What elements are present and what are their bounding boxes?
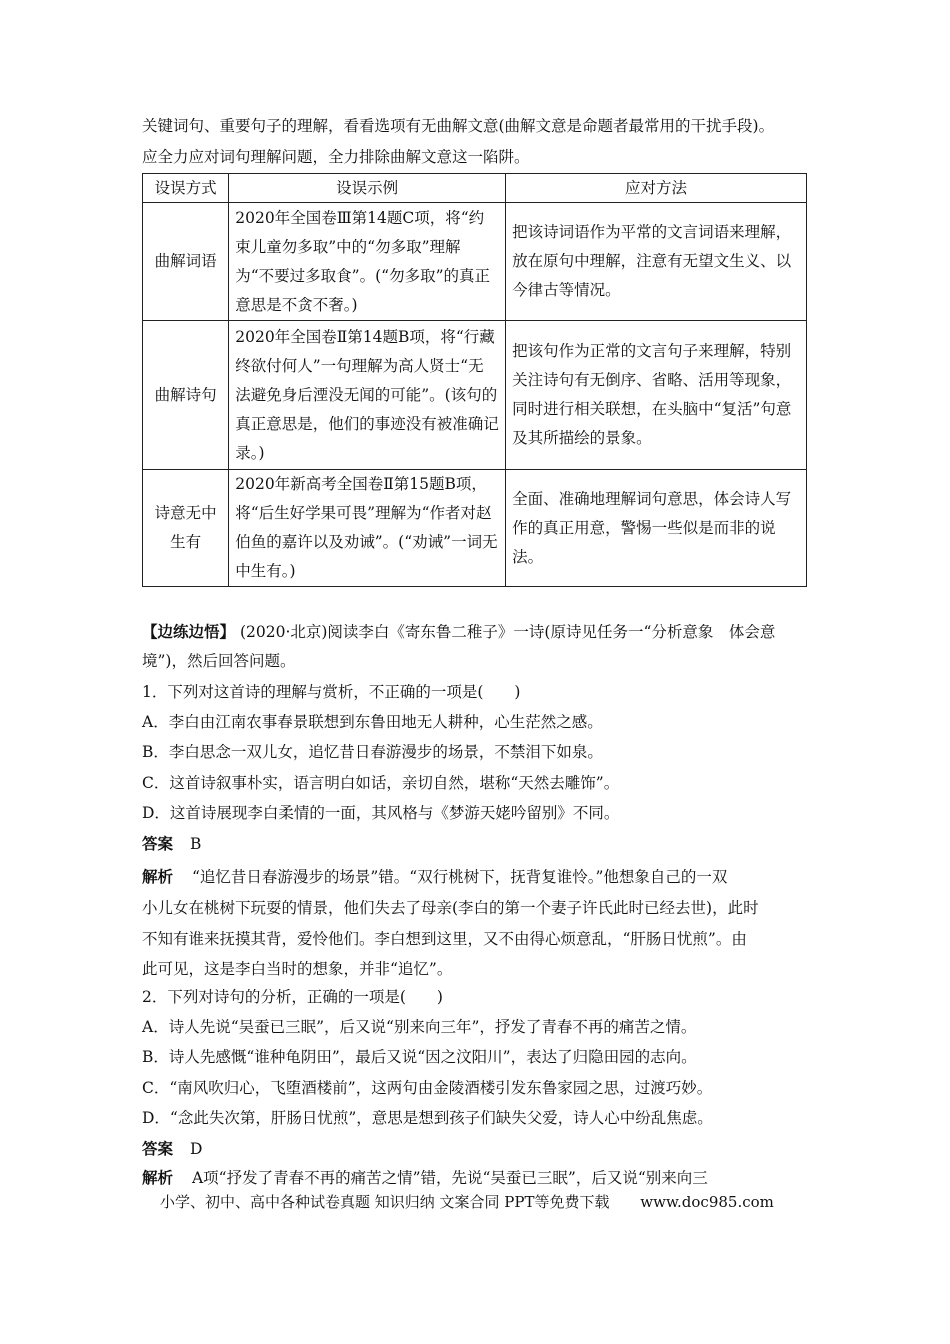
question-2-option-d: D．“念此失次第，肝肠日忧煎”，意思是想到孩子们缺失父爱，诗人心中纷乱焦虑。: [142, 1109, 713, 1127]
question-2-option-c: C．“南风吹归心，飞堕酒楼前”，这两句由金陵酒楼引发东鲁家园之思，过渡巧妙。: [142, 1079, 713, 1097]
answer-label: 答案: [142, 834, 174, 853]
question-2-option-b: B．诗人先感慨“谁种龟阴田”，最后又说“因之汶阳川”，表达了归隐田园的志向。: [142, 1048, 697, 1066]
practice-intro-line-1: [142, 621, 775, 643]
table-cell-solution: 把该句作为正常的文言句子来理解，特别关注诗句有无倒序、省略、活用等现象，同时进行相关联想，在头脑中“复活”句意及其所描绘的景象。: [506, 321, 807, 470]
table-cell-solution: 把该诗词语作为平常的文言词语来理解，放在原句中理解，注意有无望文生义、以今律古等情况。: [506, 203, 807, 321]
answer-value: B: [189, 835, 202, 853]
analysis-label: 解析: [142, 867, 174, 886]
analysis-text: “追忆昔日春游漫步的场景”错。“双行桃树下，抚背复谁怜。”他想象自己的一双: [191, 868, 728, 886]
error-method-table: [142, 173, 807, 587]
question-2-option-a: A．诗人先说“吴蚕已三眠”，后又说“别来向三年”，抒发了青春不再的痛苦之情。: [142, 1018, 697, 1036]
intro-line-1: 关键词句、重要句子的理解，看看选项有无曲解文意(曲解文意是命题者最常用的干扰手段)。: [142, 117, 775, 135]
practice-intro-text: (2020·北京)阅读李白《寄东鲁二稚子》一诗(原诗见任务一“分析意象 体会意: [239, 623, 776, 641]
question-2-stem: 2．下列对诗句的分析，正确的一项是( ): [142, 988, 443, 1006]
table-header-example: 设误示例: [229, 174, 506, 203]
answer-label: 答案: [142, 1139, 174, 1158]
table-cell-example: 2020年全国卷Ⅲ第14题C项，将“约束儿童勿多取”中的“勿多取”理解为“不要过多取食”。(“勿多取”的真正意思是不贪不奢。): [229, 203, 506, 321]
question-1-analysis-line-4: 此可见，这是李白当时的想象，并非“追忆”。: [142, 960, 453, 978]
question-1-analysis-line-1: [142, 866, 727, 888]
question-1-stem: 1．下列对这首诗的理解与赏析，不正确的一项是( ): [142, 683, 521, 701]
question-1-option-b: B．李白思念一双儿女，追忆昔日春游漫步的场景，不禁泪下如泉。: [142, 743, 603, 761]
table-cell-example: 2020年全国卷Ⅱ第14题B项，将“行藏终欲付何人”一句理解为高人贤士“无法避免身后湮没无闻的可能”。(该句的真正意思是，他们的事迹没有被准确记录。): [229, 321, 506, 470]
answer-value: D: [189, 1140, 203, 1158]
analysis-label: 解析: [142, 1168, 174, 1187]
analysis-text: A项“抒发了青春不再的痛苦之情”错，先说“吴蚕已三眠”，后又说“别来向三: [191, 1169, 708, 1187]
intro-line-2: 应全力应对词句理解问题，全力排除曲解文意这一陷阱。: [142, 148, 530, 166]
table-row: [143, 470, 807, 587]
question-2-analysis-line-1: [142, 1167, 708, 1189]
question-1-analysis-line-2: 小儿女在桃树下玩耍的情景，他们失去了母亲(李白的第一个妻子许氏此时已经去世)，此时: [142, 899, 759, 917]
table-row: [143, 203, 807, 321]
table-header-solution: 应对方法: [506, 174, 807, 203]
footer-text: 小学、初中、高中各种试卷真题 知识归纳 文案合同 PPT等免费下载: [160, 1193, 610, 1211]
question-2-answer: [142, 1138, 202, 1160]
question-1-answer: [142, 833, 201, 855]
question-1-option-d: D．这首诗展现李白柔情的一面，其风格与《梦游天姥吟留别》不同。: [142, 804, 620, 822]
table-header-method: 设误方式: [143, 174, 229, 203]
question-1-option-a: A．李白由江南农事春景联想到东鲁田地无人耕种，心生茫然之感。: [142, 713, 603, 731]
table-cell-method: 曲解诗句: [143, 321, 229, 470]
practice-tag: 【边练边悟】: [142, 622, 236, 641]
question-1-analysis-line-3: 不知有谁来抚摸其背，爱怜他们。李白想到这里，又不由得心烦意乱，“肝肠日忧煎”。由: [142, 930, 747, 948]
page-footer: [160, 1192, 774, 1212]
footer-url[interactable]: www.doc985.com: [640, 1193, 774, 1211]
table-cell-example: 2020年新高考全国卷Ⅱ第15题B项，将“后生好学果可畏”理解为“作者对赵伯鱼的嘉许以及劝诫”。(“劝诫”一词无中生有。): [229, 470, 506, 587]
practice-intro-line-2: 境”)，然后回答问题。: [142, 652, 296, 670]
table-header-row: [143, 174, 807, 203]
question-1-option-c: C．这首诗叙事朴实，语言明白如话，亲切自然，堪称“天然去雕饰”。: [142, 774, 620, 792]
table-row: [143, 321, 807, 470]
table-cell-method: 诗意无中生有: [143, 470, 229, 587]
table-cell-solution: 全面、准确地理解词句意思，体会诗人写作的真正用意，警惕一些似是而非的说法。: [506, 470, 807, 587]
table-cell-method: 曲解词语: [143, 203, 229, 321]
